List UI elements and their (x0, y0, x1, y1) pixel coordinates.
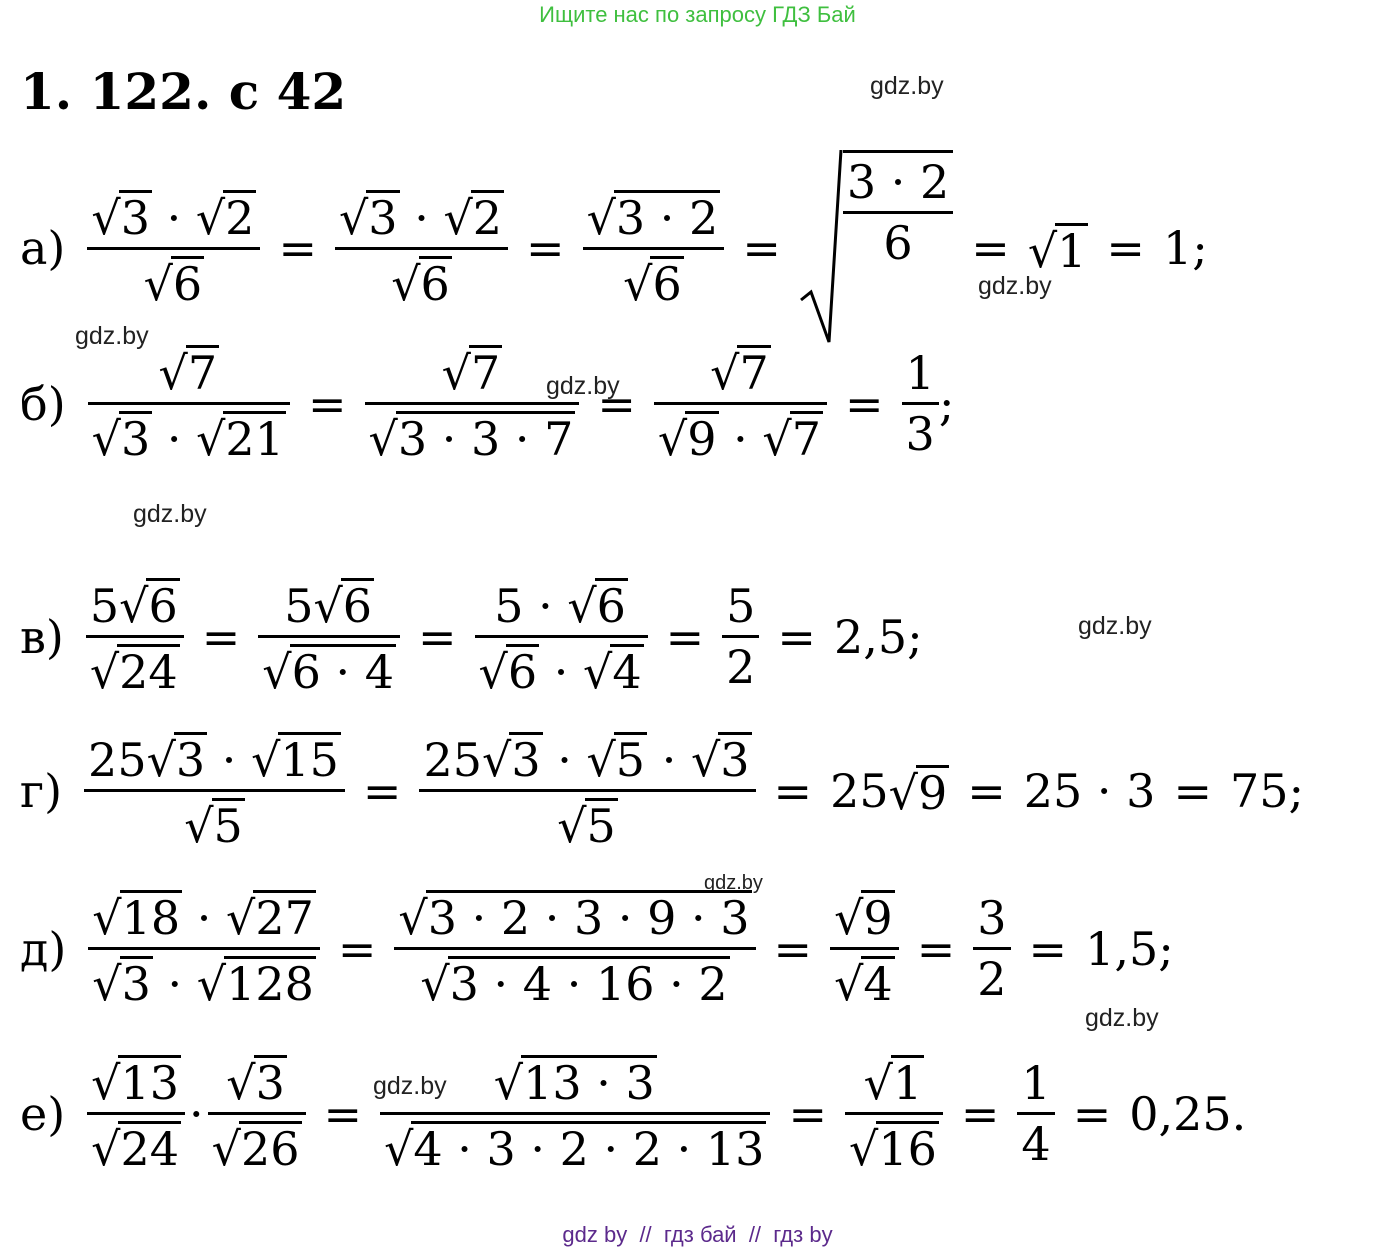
big-root (799, 150, 953, 346)
exercise-title: 1. 122. с 42 (20, 62, 347, 121)
fraction: $\frac{1}{3}$ (902, 350, 939, 457)
fraction: √ 9 √ 4 (830, 890, 899, 1007)
watermark: gdz.by (704, 872, 763, 894)
label-a: а) (20, 221, 66, 275)
watermark: gdz.by (870, 72, 944, 100)
solution-d: д) √ 18 · √ 27 √ 3 · √ 128 = √ 3 · 2 · 3 · 9 · 3 √ 3 · 4 · 16 · 2 = √ 9 √ 4 = $\frac{3}{2}$ = 1,5; (20, 891, 1174, 1011)
fraction: $\frac{3 \cdot 2}{6}$ (843, 159, 953, 266)
fraction: 25 √ 3 · √ 5 · √ 3 √ 5 (419, 732, 755, 849)
fraction: √ 3 · √ 2 √ 6 (87, 190, 260, 307)
fraction: 5 · √ 6 √ 6 · √ 4 (475, 578, 648, 695)
fraction: √ 3 √ 26 (208, 1055, 306, 1172)
label-e: е) (20, 1086, 66, 1141)
fraction: 5 √ 6 √ 6 · 4 (258, 578, 400, 695)
watermark: gdz.by (1085, 1004, 1159, 1032)
solution-v: в) 5 √ 6 √ 24 = 5 √ 6 √ 6 · 4 = 5 · √ 6 √ 6 · √ 4 = $\frac{5}{2}$ = 2,5; (20, 579, 923, 699)
label-b: б) (20, 376, 66, 431)
fraction: √ 3 · 2 √ 6 (583, 190, 725, 307)
solution-e: е) √ 13 √ 24 · √ 3 √ 26 = √ 13 · 3 √ 4 · 3 · 2 · 2 · 13 = √ 1 √ 16 = $\frac{1}{4}$ = 0,25. (20, 1056, 1247, 1176)
footer-links: gdz by // гдз бай // гдз by (562, 1222, 833, 1247)
fraction: √ 3 · √ 2 √ 6 (335, 190, 508, 307)
watermark: gdz.by (133, 500, 207, 528)
watermark: gdz.by (546, 372, 620, 400)
fraction: $\frac{3}{2}$ (973, 895, 1010, 1002)
fraction: $\frac{1}{4}$ (1017, 1060, 1054, 1167)
watermark: gdz.by (373, 1072, 447, 1100)
fraction: √ 1 √ 16 (845, 1055, 943, 1172)
watermark: gdz.by (75, 322, 149, 350)
fraction: √ 7 √ 9 · √ 7 (654, 345, 827, 462)
solution-a: а) √ 3 · √ 2 √ 6 = √ 3 · √ 2 √ 6 = √ 3 · 2 √ 6 = $\frac{3 \cdot 2}{6}$ = √ 1 = 1; (20, 150, 1208, 346)
label-d: д) (20, 921, 67, 976)
fraction: $\frac{5}{2}$ (722, 583, 759, 690)
fraction: √ 7 √ 3 · 3 · 7 (365, 345, 580, 462)
solution-b: б) √ 7 √ 3 · √ 21 = √ 7 √ 3 · 3 · 7 = √ 7 √ 9 · √ 7 = $\frac{1}{3}$ ; (20, 346, 955, 466)
fraction: √ 13 √ 24 (87, 1055, 185, 1172)
watermark: gdz.by (1078, 612, 1152, 640)
fraction: 5 √ 6 √ 24 (86, 578, 184, 695)
fraction: √ 18 · √ 27 √ 3 · √ 128 (88, 890, 320, 1007)
fraction: √ 7 √ 3 · √ 21 (88, 345, 290, 462)
search-banner: Ищите нас по запросу ГДЗ Бай (539, 2, 856, 27)
watermark: gdz.by (978, 272, 1052, 300)
label-g: г) (20, 763, 63, 818)
fraction: √ 13 · 3 √ 4 · 3 · 2 · 2 · 13 (380, 1055, 770, 1172)
solution-g: г) 25 √ 3 · √ 15 √ 5 = 25 √ 3 · √ 5 · √ 3 √ 5 = 25 √ 9 = 25 · 3 = 75; (20, 733, 1305, 853)
label-v: в) (20, 609, 64, 664)
fraction: 25 √ 3 · √ 15 √ 5 (84, 732, 345, 849)
fraction: √ 3 · 2 · 3 · 9 · 3 √ 3 · 4 · 16 · 2 (394, 890, 755, 1007)
